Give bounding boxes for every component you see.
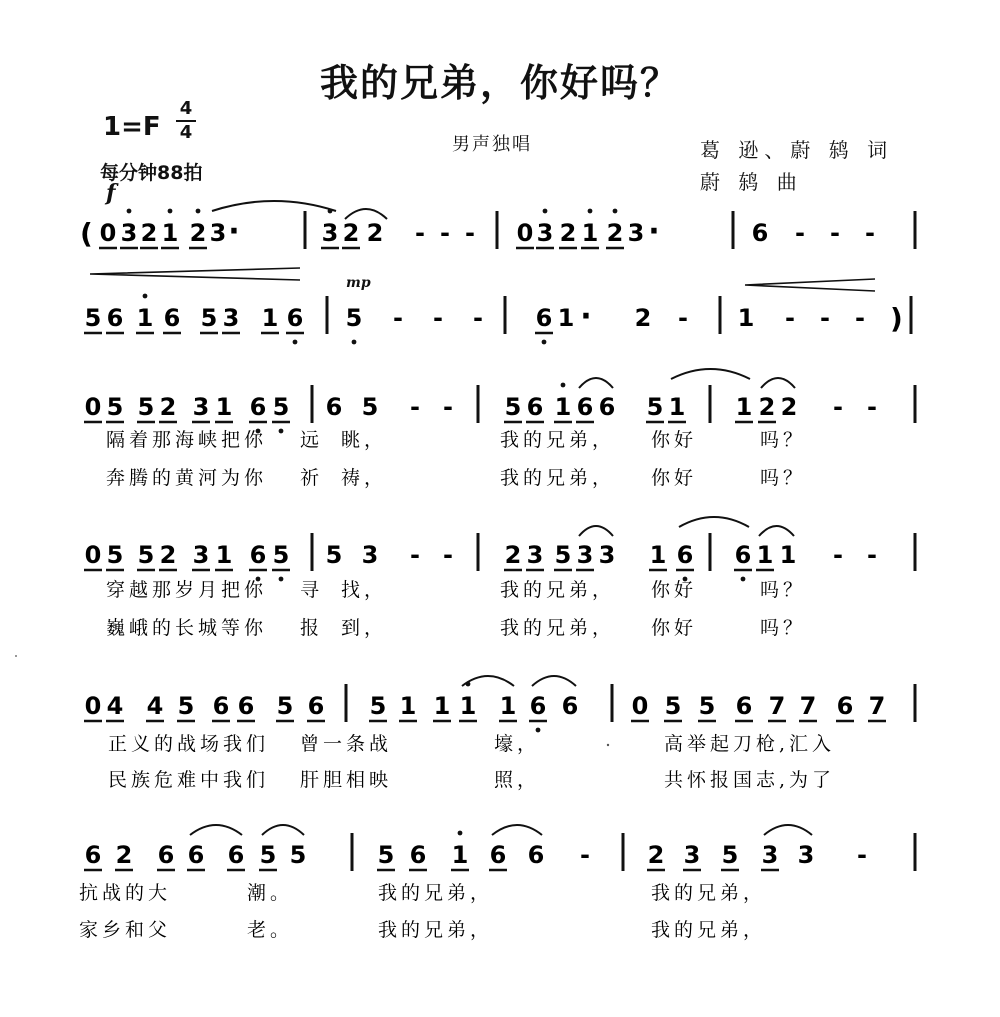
note-digit: 5	[325, 541, 343, 569]
lyric-text: 照，	[494, 769, 541, 791]
note-digit: 2	[366, 219, 384, 247]
lyric-text: 我的兄弟，	[651, 919, 767, 941]
note-digit: 5	[698, 692, 716, 720]
note-digit: 1	[215, 393, 233, 421]
note-digit: 1	[459, 692, 477, 720]
octave-down-dot	[741, 577, 746, 582]
song-title: 我的兄弟，你好吗？	[319, 60, 680, 105]
note-digit: 6	[751, 219, 769, 247]
note-digit: 6	[307, 692, 325, 720]
note-digit: 3	[761, 841, 779, 869]
note-digit: 6	[237, 692, 255, 720]
lyric-text: 你好	[651, 429, 698, 451]
note-digit: 6	[163, 304, 181, 332]
lyric-text: 老。	[247, 919, 294, 941]
lyric-text: 我的兄弟，	[378, 882, 494, 904]
note-digit: 3	[209, 219, 227, 247]
dash-extension: -	[795, 219, 805, 247]
note-digit: 2	[780, 393, 798, 421]
lyric-text: 曾一条战	[300, 733, 393, 755]
dash-extension: -	[473, 304, 483, 332]
lyric-text: 你好	[651, 467, 698, 489]
lyric-text: 寻	[300, 579, 324, 601]
note-digit: 1	[554, 393, 572, 421]
note-digit: 6	[187, 841, 205, 869]
slur-tie	[262, 825, 304, 835]
note-digit: 2	[647, 841, 665, 869]
octave-up-dot	[543, 209, 548, 214]
slur-tie	[764, 825, 812, 835]
note-digit: 2	[634, 304, 652, 332]
dash-extension: -	[820, 304, 830, 332]
crescendo-hairpin	[745, 279, 875, 291]
slur-tie	[579, 526, 613, 536]
lyric-text: 我的兄弟，	[500, 429, 616, 451]
lyric-text: 祷，	[341, 467, 388, 489]
note-digit: 6	[576, 393, 594, 421]
note-digit: 6	[106, 304, 124, 332]
note-digit: 1	[735, 393, 753, 421]
dash-extension: -	[678, 304, 688, 332]
crescendo-hairpin	[90, 268, 300, 280]
note-digit: 2	[159, 393, 177, 421]
lyric-text: 祈	[300, 467, 324, 489]
note-digit: 5	[259, 841, 277, 869]
note-digit: 6	[598, 393, 616, 421]
note-digit: 3	[683, 841, 701, 869]
slur-tie	[190, 825, 242, 835]
dash-extension: -	[867, 393, 877, 421]
note-digit: 1	[433, 692, 451, 720]
lyric-text: 找，	[341, 579, 388, 601]
note-digit: 6	[526, 393, 544, 421]
dash-extension: -	[440, 219, 450, 247]
octave-up-dot	[196, 209, 201, 214]
note-digit: 5	[345, 304, 363, 332]
note-digit: 2	[559, 219, 577, 247]
note-digit: 6	[249, 393, 267, 421]
octave-down-dot	[279, 577, 284, 582]
note-digit: 1	[649, 541, 667, 569]
octave-up-dot	[168, 209, 173, 214]
note-digit: 5	[377, 841, 395, 869]
lyric-text: 高举起刀枪,汇入	[664, 733, 836, 755]
octave-up-dot	[143, 294, 148, 299]
note-digit: 3	[321, 219, 339, 247]
slur-tie	[759, 526, 794, 536]
lyric-text: 我的兄弟，	[500, 467, 616, 489]
octave-up-dot	[127, 209, 132, 214]
dash-extension: -	[833, 541, 843, 569]
note-digit: 6	[286, 304, 304, 332]
octave-down-dot	[293, 340, 298, 345]
augmentation-dot: ·	[648, 214, 660, 249]
note-digit: 5	[137, 541, 155, 569]
slur-tie	[532, 676, 576, 686]
dash-extension: -	[855, 304, 865, 332]
note-digit: 1	[737, 304, 755, 332]
note-digit: 3	[627, 219, 645, 247]
dynamic-forte: f	[106, 180, 116, 206]
note-digit: 2	[606, 219, 624, 247]
lyric-text: 共怀报国志,为了	[664, 769, 836, 791]
note-digit: 3	[120, 219, 138, 247]
octave-down-dot	[279, 429, 284, 434]
lyric-text: 奔腾的黄河为你	[106, 467, 268, 489]
note-digit: 6	[212, 692, 230, 720]
octave-up-dot	[588, 209, 593, 214]
lyric-text: 肝胆相映	[300, 769, 393, 791]
dash-extension: -	[857, 841, 867, 869]
note-digit: 1	[557, 304, 575, 332]
note-digit: 0	[99, 219, 117, 247]
note-digit: 6	[489, 841, 507, 869]
time-signature-top: 4	[179, 98, 193, 119]
note-digit: 7	[768, 692, 786, 720]
note-digit: 5	[721, 841, 739, 869]
note-digit: 5	[664, 692, 682, 720]
note-digit: 6	[535, 304, 553, 332]
lyric-text: 你好	[651, 579, 698, 601]
note-digit: 2	[115, 841, 133, 869]
note-digit: 1	[668, 393, 686, 421]
lyricist-credit: 葛 逊、蔚 鸫 词	[700, 138, 894, 162]
note-digit: 6	[409, 841, 427, 869]
note-digit: 1	[499, 692, 517, 720]
slur-tie	[212, 201, 336, 211]
dash-extension: -	[465, 219, 475, 247]
dash-extension: -	[443, 541, 453, 569]
scan-speck	[15, 655, 17, 657]
note-digit: 1	[451, 841, 469, 869]
note-digit: 6	[734, 541, 752, 569]
note-digit: 1	[779, 541, 797, 569]
note-digit: 3	[598, 541, 616, 569]
note-digit: 1	[399, 692, 417, 720]
dash-extension: -	[410, 541, 420, 569]
lyric-text: 正义的战场我们	[108, 733, 270, 755]
note-digit: 6	[227, 841, 245, 869]
note-digit: 5	[369, 692, 387, 720]
slur-tie	[492, 825, 542, 835]
lyric-text: 潮。	[247, 882, 294, 904]
dash-extension: -	[443, 393, 453, 421]
scan-speck	[607, 744, 609, 746]
note-digit: 6	[735, 692, 753, 720]
augmentation-dot: ·	[228, 214, 240, 249]
dash-extension: -	[785, 304, 795, 332]
slur-tie	[671, 369, 750, 379]
lyric-text: 我的兄弟，	[500, 617, 616, 639]
lyric-text: 隔着那海峡把你	[106, 429, 268, 451]
tempo-marking: 每分钟88拍	[100, 162, 203, 184]
note-digit: 6	[836, 692, 854, 720]
dash-extension: -	[833, 393, 843, 421]
note-digit: 2	[159, 541, 177, 569]
lyric-text: 到，	[341, 617, 388, 639]
slur-tie	[761, 378, 795, 388]
note-digit: 3	[536, 219, 554, 247]
note-digit: 5	[106, 393, 124, 421]
note-digit: 3	[222, 304, 240, 332]
octave-up-dot	[458, 831, 463, 836]
dynamic-mezzo-piano: mp	[346, 275, 371, 291]
octave-down-dot	[352, 340, 357, 345]
note-digit: 2	[342, 219, 360, 247]
note-digit: 4	[146, 692, 164, 720]
note-digit: 5	[646, 393, 664, 421]
lyric-text: 穿越那岁月把你	[106, 579, 268, 601]
note-digit: 5	[504, 393, 522, 421]
note-digit: 5	[200, 304, 218, 332]
note-digit: 2	[758, 393, 776, 421]
note-digit: 2	[504, 541, 522, 569]
slur-tie	[345, 209, 387, 219]
octave-down-dot	[542, 340, 547, 345]
lyric-text: 抗战的大	[79, 882, 172, 904]
note-digit: 2	[189, 219, 207, 247]
note-digit: 5	[272, 393, 290, 421]
lyric-text: 吗？	[760, 467, 807, 489]
lyric-text: 我的兄弟，	[500, 579, 616, 601]
note-digit: 6	[84, 841, 102, 869]
time-signature-bottom: 4	[176, 120, 196, 144]
lyric-text: 吗？	[760, 617, 807, 639]
note-digit: 0	[84, 393, 102, 421]
dash-extension: -	[410, 393, 420, 421]
key-signature: 1=F	[103, 112, 161, 142]
note-digit: 6	[325, 393, 343, 421]
note-digit: 1	[136, 304, 154, 332]
note-digit: 6	[561, 692, 579, 720]
line-1-open-bracket: (	[80, 217, 93, 250]
note-digit: 6	[157, 841, 175, 869]
line-2-close-bracket: )	[890, 302, 903, 335]
lyric-text: 巍峨的长城等你	[106, 617, 268, 639]
note-digit: 6	[527, 841, 545, 869]
dash-extension: -	[433, 304, 443, 332]
dash-extension: -	[393, 304, 403, 332]
octave-down-dot	[536, 728, 541, 733]
note-digit: 1	[261, 304, 279, 332]
lyric-text: 吗？	[760, 579, 807, 601]
lyric-text: 我的兄弟，	[378, 919, 494, 941]
lyric-text: 眺，	[341, 429, 388, 451]
note-digit: 4	[106, 692, 124, 720]
dash-extension: -	[830, 219, 840, 247]
augmentation-dot: ·	[580, 299, 592, 334]
note-digit: 5	[106, 541, 124, 569]
performance-type: 男声独唱	[452, 134, 532, 155]
note-digit: 7	[868, 692, 886, 720]
lyric-text: 报	[300, 617, 324, 639]
note-digit: 5	[84, 304, 102, 332]
note-digit: 5	[137, 393, 155, 421]
note-digit: 3	[192, 541, 210, 569]
note-digit: 3	[361, 541, 379, 569]
dash-extension: -	[865, 219, 875, 247]
note-digit: 0	[516, 219, 534, 247]
slur-tie	[579, 378, 613, 388]
note-digit: 5	[554, 541, 572, 569]
note-digit: 1	[756, 541, 774, 569]
slur-tie	[679, 517, 749, 527]
note-digit: 5	[177, 692, 195, 720]
lyric-text: 壕，	[494, 733, 541, 755]
octave-up-dot	[613, 209, 618, 214]
note-digit: 5	[272, 541, 290, 569]
note-digit: 0	[631, 692, 649, 720]
note-digit: 3	[576, 541, 594, 569]
note-digit: 2	[140, 219, 158, 247]
note-digit: 6	[249, 541, 267, 569]
note-digit: 1	[161, 219, 179, 247]
lyric-text: 吗？	[760, 429, 807, 451]
dash-extension: -	[580, 841, 590, 869]
note-digit: 0	[84, 692, 102, 720]
lyric-text: 民族危难中我们	[108, 769, 270, 791]
note-digit: 3	[526, 541, 544, 569]
octave-up-dot	[561, 383, 566, 388]
note-digit: 6	[529, 692, 547, 720]
note-digit: 5	[289, 841, 307, 869]
note-digit: 5	[361, 393, 379, 421]
note-digit: 6	[676, 541, 694, 569]
note-digit: 1	[215, 541, 233, 569]
note-digit: 5	[276, 692, 294, 720]
note-digit: 3	[192, 393, 210, 421]
note-digit: 7	[799, 692, 817, 720]
composer-credit: 蔚 鸫 曲	[700, 170, 803, 194]
lyric-text: 家乡和父	[79, 919, 172, 941]
dash-extension: -	[867, 541, 877, 569]
note-digit: 1	[581, 219, 599, 247]
lyric-text: 你好	[651, 617, 698, 639]
note-digit: 0	[84, 541, 102, 569]
lyric-text: 远	[300, 429, 324, 451]
dash-extension: -	[415, 219, 425, 247]
note-digit: 3	[797, 841, 815, 869]
lyric-text: 我的兄弟，	[651, 882, 767, 904]
